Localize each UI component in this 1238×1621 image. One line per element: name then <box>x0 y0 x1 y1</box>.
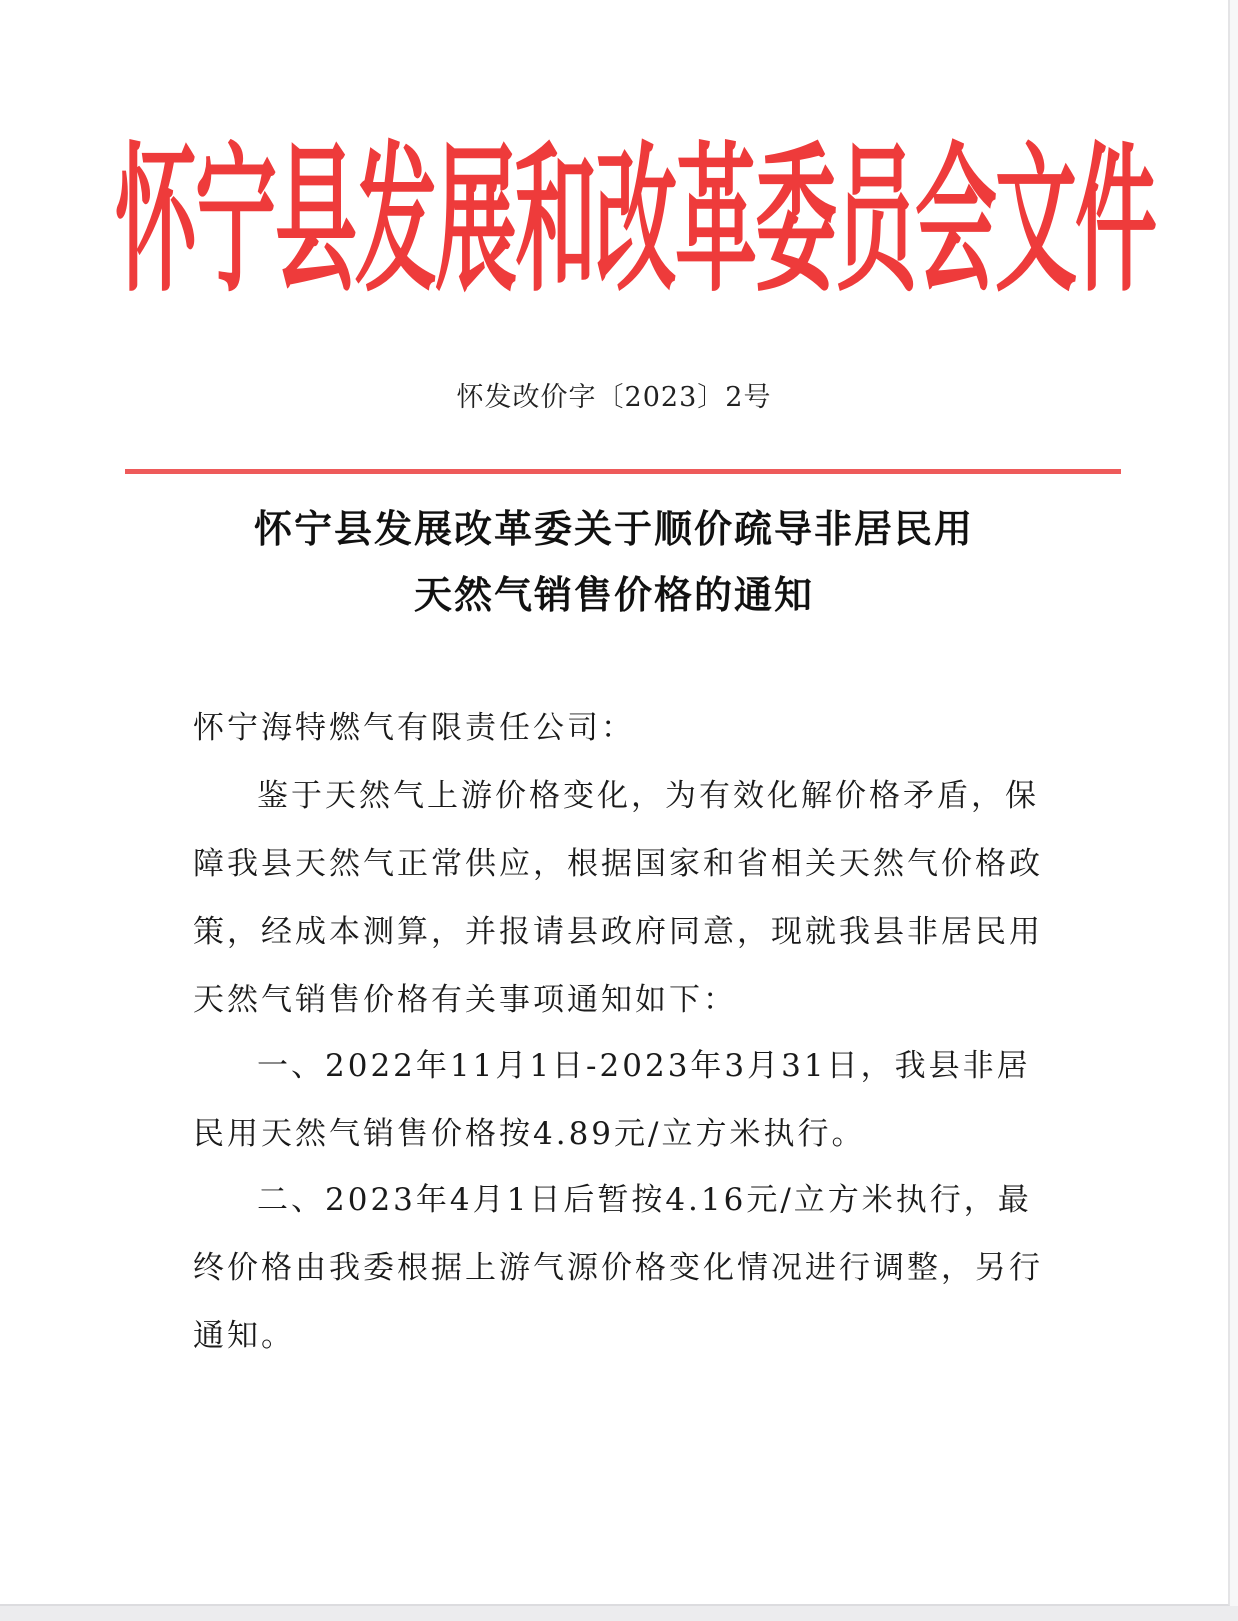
body-paragraph-1: 鉴于天然气上游价格变化，为有效化解价格矛盾，保障我县天然气正常供应，根据国家和省相关天然气价格政策，经成本测算，并报请县政府同意，现就我县非居民用天然气销售价格有关事项通知如下： <box>193 778 1043 1018</box>
masthead-title: 怀宁县发展和改革委员会文件 <box>115 127 1156 315</box>
masthead <box>115 88 1156 328</box>
document-title-line-2: 天然气销售价格的通知 <box>413 572 814 617</box>
body-paragraph-2: 一、2022年11月1日-2023年3月31日，我县非居民用天然气销售价格按4.89元/立方米执行。 <box>193 1048 1031 1152</box>
page-edge-band <box>0 1606 1238 1621</box>
salutation: 怀宁海特燃气有限责任公司： <box>193 710 635 746</box>
document-title-line-1: 怀宁县发展改革委关于顺价疏导非居民用 <box>253 506 974 551</box>
body-paragraph-3: 二、2023年4月1日后暂按4.16元/立方米执行，最终价格由我委根据上游气源价格变化情况进行调整，另行通知。 <box>193 1182 1043 1354</box>
red-divider <box>125 469 1121 474</box>
document-number: 怀发改价字〔2023〕2号 <box>456 382 772 413</box>
